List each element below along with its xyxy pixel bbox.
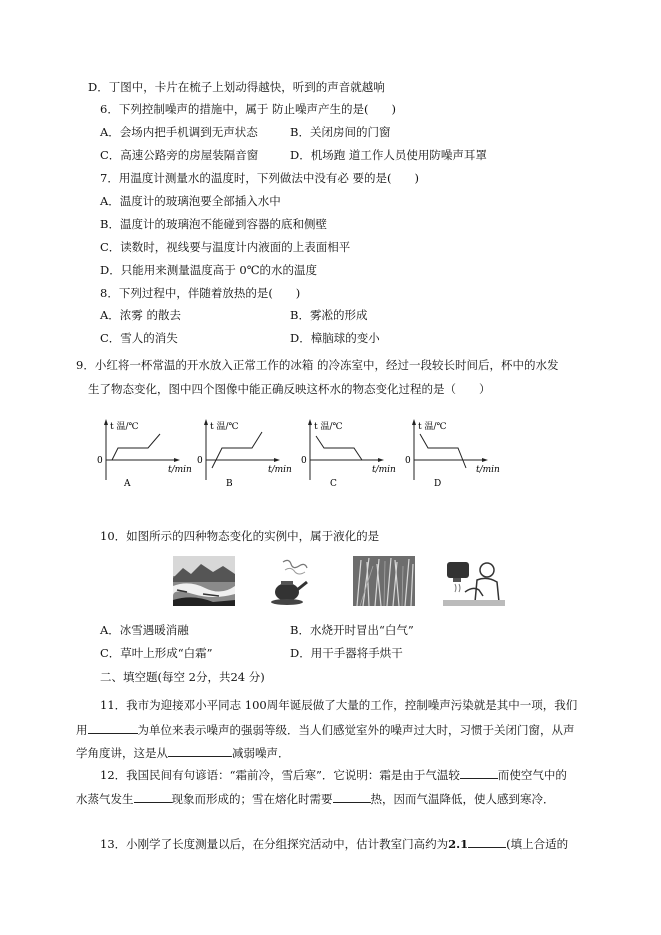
q9-stem-line1: 9．小红将一杯常温的开水放入正常工作的冰箱 的冷冻室中，经过一段较长时间后，杯中的水发 xyxy=(76,358,559,372)
q6-option-a: A．会场内把手机调到无声状态 xyxy=(100,125,258,139)
q9-graph-b-letter: B xyxy=(226,479,233,489)
q12-blank-1[interactable] xyxy=(460,766,498,779)
q7-option-d: D．只能用来测量温度高于 0℃的水的温度 xyxy=(100,263,318,277)
q9-graph-c-letter: C xyxy=(330,479,337,489)
q13-line1-rest: (填上合适的 xyxy=(506,837,569,851)
q9-graph-a-origin: 0 xyxy=(97,456,103,466)
q12-line1-start: 12．我国民间有句谚语：“霜前冷，雪后寒”．它说明：霜是由于气温较 xyxy=(100,768,460,782)
q11-blank-2[interactable] xyxy=(168,744,232,757)
q9-graph-d-letter: D xyxy=(434,479,442,489)
q10-option-c: C．草叶上形成“白霜” xyxy=(100,646,213,660)
q9-graph-a-letter: A xyxy=(124,479,131,489)
q8-option-c: C．雪人的消失 xyxy=(100,331,178,345)
q9-graph-c-xlabel: t/min xyxy=(372,465,396,475)
q9-graph-b xyxy=(196,418,296,488)
q13-blank-1[interactable] xyxy=(468,835,506,848)
q11-line1: 11．我市为迎接邓小平同志 100周年诞辰做了大量的工作，控制噪声污染就是其中一项，我们 xyxy=(100,698,578,712)
q13-line1-start: 13．小刚学了长度测量以后，在分组探究活动中，估计教室门高约为 xyxy=(100,837,449,851)
q12-line2 xyxy=(76,790,555,807)
section-fill-in-heading: 二、填空题(每空 2分，共24 分) xyxy=(100,670,265,684)
q9-graph-a xyxy=(96,418,196,488)
q12-line2-start: 水蒸气发生 xyxy=(76,792,134,806)
q10-stem: 10．如图所示的四种物态变化的实例中，属于液化的是 xyxy=(100,529,380,543)
q12-line1 xyxy=(100,766,567,783)
q9-graph-c-ylabel: t 温/℃ xyxy=(314,422,343,432)
q11-line2-rest: 为单位来表示噪声的强弱等级．当人们感觉室外的噪声过大时，习惯于关闭门窗，从声 xyxy=(137,723,575,737)
q9-graph-d-origin: 0 xyxy=(405,456,411,466)
q9-graph-b-ylabel: t 温/℃ xyxy=(210,422,239,432)
q5-option-d: D．丁图中，卡片在梳子上划动得越快，听到的声音就越响 xyxy=(88,80,385,94)
q9-graph-a-ylabel: t 温/℃ xyxy=(110,422,139,432)
q11-line3-start: 学角度讲，这是从 xyxy=(76,746,168,760)
q9-graph-d xyxy=(404,418,504,488)
q9-graph-b-xlabel: t/min xyxy=(268,465,292,475)
q8-option-a: A．浓雾 的散去 xyxy=(100,308,181,322)
q7-option-c: C．读数时，视线要与温度计内液面的上表面相平 xyxy=(100,240,351,254)
q11-line2-start: 用 xyxy=(76,723,88,737)
q9-graph-b-origin: 0 xyxy=(197,456,203,466)
q6-option-d: D．机场跑 道工作人员使用防噪声耳罩 xyxy=(290,148,487,162)
q11-line2 xyxy=(76,721,575,738)
q7-option-b: B．温度计的玻璃泡不能碰到容器的底和侧壁 xyxy=(100,217,327,231)
q11-line3-rest: 减弱噪声． xyxy=(232,746,290,760)
q7-option-a: A．温度计的玻璃泡要全部插入水中 xyxy=(100,194,281,208)
q13-line1 xyxy=(100,835,568,852)
q12-line2-mid: 现象而形成的；雪在熔化时需要 xyxy=(171,792,333,806)
q9-graph-c xyxy=(300,418,400,488)
q10-option-b: B．水烧开时冒出“白气” xyxy=(290,623,414,637)
q12-blank-3[interactable] xyxy=(333,790,371,803)
q10-picture-frost-grass xyxy=(353,556,415,606)
q8-option-b: B．雾凇的形成 xyxy=(290,308,368,322)
q7-stem: 7．用温度计测量水的温度时，下列做法中没有必 要的是( ) xyxy=(100,171,419,185)
q8-option-d: D．樟脑球的变小 xyxy=(290,331,380,345)
q9-graph-a-xlabel: t/min xyxy=(168,465,192,475)
q10-option-d: D．用干手器将手烘干 xyxy=(290,646,403,660)
q6-stem: 6．下列控制噪声的措施中，属于 防止噪声产生的是( ) xyxy=(100,102,396,116)
q12-blank-2[interactable] xyxy=(134,790,172,803)
q9-graph-d-ylabel: t 温/℃ xyxy=(418,422,447,432)
q11-line3 xyxy=(76,744,290,761)
q10-picture-kettle-steam xyxy=(263,556,325,606)
q10-picture-melting-snow xyxy=(173,556,235,606)
q13-door-height-value: 2.1 xyxy=(448,837,469,851)
q9-stem-line2: 生了物态变化，图中四个图像中能正确反映这杯水的物态变化过程的是（ ） xyxy=(88,382,491,396)
q9-graph-d-xlabel: t/min xyxy=(476,465,500,475)
q6-option-b: B．关闭房间的门窗 xyxy=(290,125,391,139)
q11-blank-1[interactable] xyxy=(88,721,138,734)
q8-stem: 8．下列过程中，伴随着放热的是( ) xyxy=(100,286,301,300)
q10-picture-hand-dryer xyxy=(443,556,505,606)
q12-line2-rest: 热，因而气温降低，使人感到寒冷． xyxy=(370,792,555,806)
q9-graph-c-origin: 0 xyxy=(301,456,307,466)
q10-option-a: A．冰雪遇暖消融 xyxy=(100,623,189,637)
q6-option-c: C．高速公路旁的房屋装隔音窗 xyxy=(100,148,259,162)
q12-line1-rest: 而使空气中的 xyxy=(497,768,567,782)
